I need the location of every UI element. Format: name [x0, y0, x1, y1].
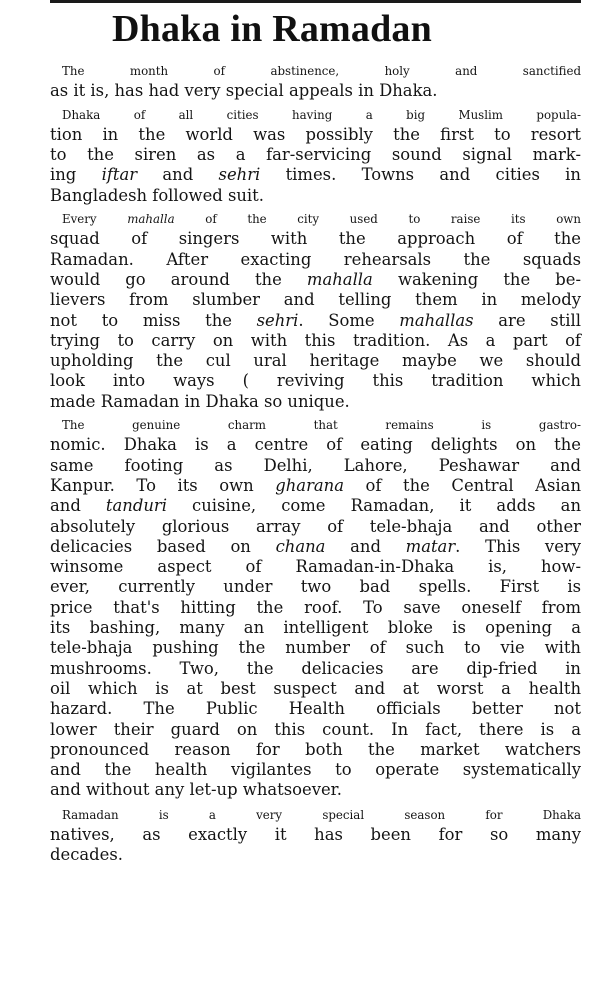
text-line: squad of singers with the approach of the [50, 229, 581, 249]
text-line: same footing as Delhi, Lahore, Peshawar and [50, 455, 581, 475]
text-line: made Ramadan in Dhaka so unique. [50, 391, 350, 411]
text-line: mushrooms. Two, the delicacies are dip-fried in [50, 658, 581, 678]
text-line: Every mahalla of the city used to raise its own [62, 212, 582, 227]
text-line: Ramadan. After exacting rehearsals the squads [50, 249, 581, 269]
top-rule [50, 0, 581, 3]
text-line: ing iftar and sehri times. Towns and cities in [50, 165, 581, 185]
text-line: delicacies based on chana and matar. This very [50, 536, 581, 556]
text-line: Dhaka of all cities having a big Muslim popula- [62, 107, 581, 122]
text-line: absolutely glorious array of tele-bhaja and other [50, 516, 581, 536]
text-line: and tanduri cuisine, come Ramadan, it adds an [50, 496, 581, 516]
text-line: and without any let-up whatsoever. [50, 780, 342, 800]
text-line: The month of abstinence, holy and sanctified [62, 64, 581, 78]
article-title: Dhaka in Ramadan [112, 8, 432, 50]
text-line: tele-bhaja pushing the number of such to vie with [50, 638, 581, 658]
text-line: to the siren as a far-servicing sound signal mark- [50, 145, 581, 165]
text-line: decades. [50, 845, 123, 865]
text-line: as it is, has had very special appeals in Dhaka. [50, 81, 438, 101]
text-line: hazard. The Public Health officials better not [50, 699, 581, 719]
paragraph-5 [50, 805, 581, 866]
text-line: and the health vigilantes to operate systematically [50, 760, 581, 780]
text-line: lower their guard on this count. In fact, there is a [50, 719, 581, 739]
paragraph-4 [50, 415, 581, 801]
text-line: oil which is at best suspect and at worst a health [50, 678, 581, 698]
text-line: natives, as exactly it has been for so many [50, 824, 581, 844]
text-line: price that's hitting the roof. To save oneself from [50, 597, 581, 617]
text-line: tion in the world was possibly the first to resort [50, 124, 581, 144]
text-line: The genuine charm that remains is gastro- [62, 418, 581, 433]
paragraph-2 [50, 105, 581, 206]
text-line: would go around the mahalla wakening the be- [50, 269, 582, 289]
text-line: its bashing, many an intelligent bloke is opening a [50, 618, 581, 638]
text-line: trying to carry on with this tradition. As a part of [50, 330, 581, 350]
paragraph-3 [50, 209, 581, 412]
text-line: pronounced reason for both the market watchers [50, 739, 581, 759]
text-line: winsome aspect of Ramadan-in-Dhaka is, how- [50, 557, 581, 577]
text-line: not to miss the sehri. Some mahallas are still [50, 310, 581, 330]
text-line: Kanpur. To its own gharana of the Central Asian [50, 475, 581, 495]
paragraph-1 [50, 61, 581, 102]
text-line: Bangladesh followed suit. [50, 185, 264, 205]
text-line: look into ways ( reviving this tradition which [50, 371, 581, 391]
text-line: Ramadan is a very special season for Dhaka [62, 807, 581, 822]
text-line: nomic. Dhaka is a centre of eating delights on the [50, 435, 581, 455]
text-line: ever, currently under two bad spells. First is [50, 577, 581, 597]
article-body [50, 61, 581, 866]
text-line: lievers from slumber and telling them in melody [50, 290, 581, 310]
text-line: upholding the cul ural heritage maybe we should [50, 351, 581, 371]
